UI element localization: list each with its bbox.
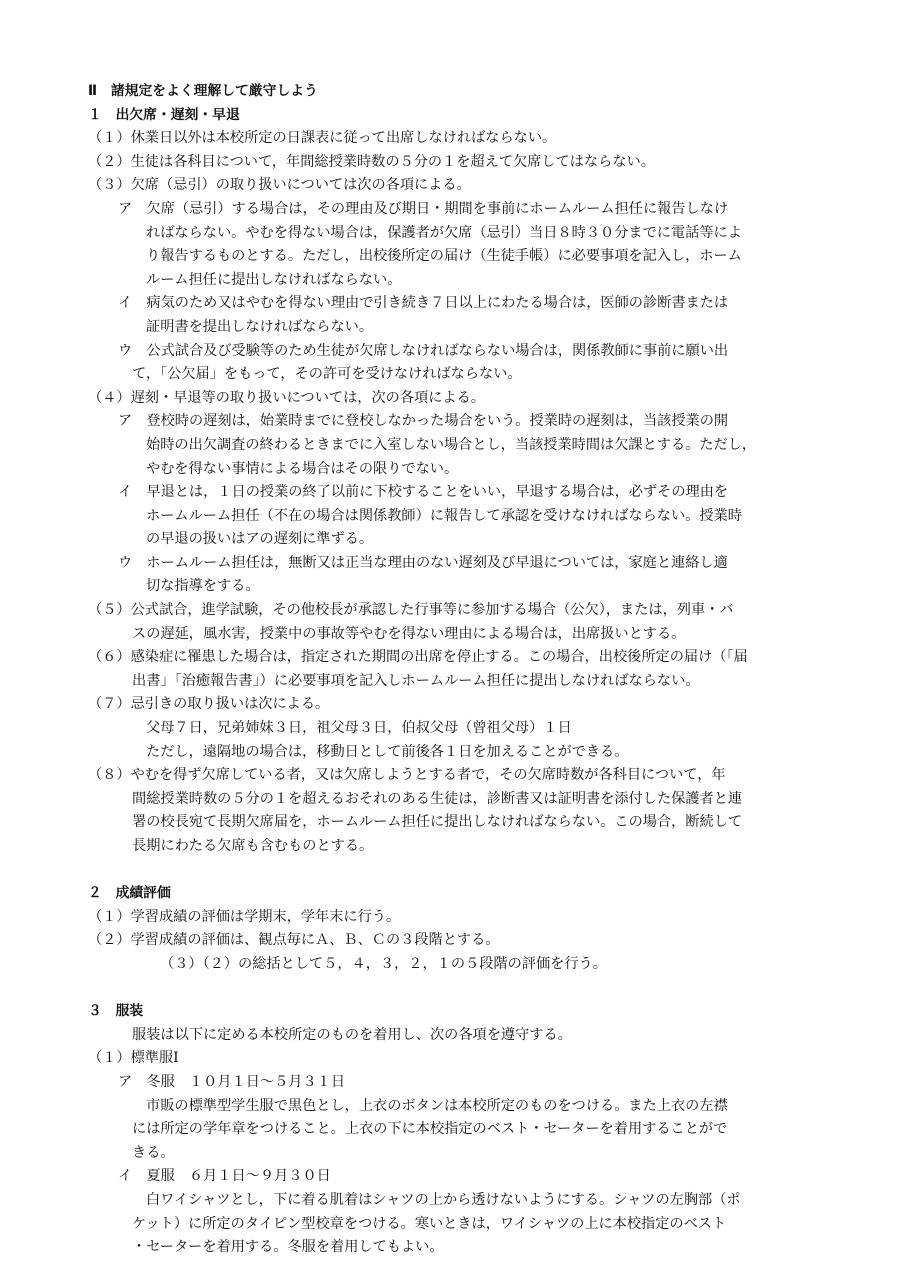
text-line: には所定の学年章をつけること。上衣の下に本校指定のベスト・セーターを着用することがで xyxy=(132,1121,728,1138)
section-gap xyxy=(88,859,823,883)
text-line: ア 登校時の遅刻は，始業時までに登校しなかった場合をいう。授業時の遅刻は，当該授業の開 xyxy=(118,413,729,430)
text-line: 間総授業時数の５分の１を超えるおそれのある生徒は，診断書又は証明書を添付した保護者と連 xyxy=(132,790,743,807)
text-line: 白ワイシャツとし，下に着る肌着はシャツの上から透けないようにする。シャツの左胸部（ポ xyxy=(146,1191,741,1208)
text-line: ウ ホームルーム担任は，無断又は正当な理由のない遅刻及び早退については，家庭と連絡し適 xyxy=(118,554,728,571)
text-line: 市販の標準型学生服で黒色とし，上衣のボタンは本校所定のものをつける。また上衣の左襟 xyxy=(146,1097,728,1114)
text-line: （７）忌引きの取り扱いは次による。 xyxy=(88,696,330,713)
text-line: ケット）に所定のタイピン型校章をつける。寒いときは，ワイシャツの上に本校指定のベスト xyxy=(132,1215,727,1232)
text-line: （３）欠席（忌引）の取り扱いについては次の各項による。 xyxy=(88,177,471,194)
text-line: て，「公欠届」をもって，その許可を受けなければならない。 xyxy=(132,366,522,383)
section-heading: １ 出欠席・遅刻・早退 xyxy=(88,106,240,123)
section-heading: ２ 成績評価 xyxy=(88,885,171,902)
text-line: きる。 xyxy=(132,1144,175,1161)
text-line: 服装は以下に定める本校所定のものを着用し、次の各項を遵守する。 xyxy=(132,1026,572,1043)
text-line: イ 夏服 ６月１日～９月３０日 xyxy=(118,1168,331,1185)
text-line: （１）標準服Ⅰ xyxy=(88,1050,179,1067)
text-line: の早退の扱いはアの遅刻に準ずる。 xyxy=(146,531,374,548)
text-line: 父母７日，兄弟姉妹３日，祖父母３日，伯叔父母（曾祖父母）１日 xyxy=(146,720,572,737)
text-line: 切な指導をする。 xyxy=(146,578,260,595)
text-line: （６）感染症に罹患した場合は，指定された期間の出席を停止する。この場合，出校後所定の届け（「届 xyxy=(88,649,748,666)
text-line: （２）生徒は各科目について，年間総授業時数の５分の１を超えて欠席してはならない。 xyxy=(88,153,655,170)
text-line: （１）休業日以外は本校所定の日課表に従って出席しなければならない。 xyxy=(88,130,557,147)
text-line: （３）（２）の総括として５，４，３，２，１の５段階の評価を行う。 xyxy=(160,955,607,972)
text-line: 署の校長宛て長期欠席届を，ホームルーム担任に提出しなければならない。この場合，断続して xyxy=(132,814,743,831)
text-line: ア 冬服 １０月１日～５月３１日 xyxy=(118,1073,346,1090)
section-heading: ３ 服装 xyxy=(88,1003,144,1020)
text-line: り報告するものとする。ただし，出校後所定の届け（生徒手帳）に必要事項を記入し，ホーム xyxy=(146,248,742,265)
text-line: ただし，遠隔地の場合は，移動日として前後各１日を加えることができる。 xyxy=(146,743,629,760)
text-line: （２）学習成績の評価は、観点毎にＡ、Ｂ、Ｃの３段階とする。 xyxy=(88,932,500,949)
text-line: ルーム担任に提出しなければならない。 xyxy=(146,271,402,288)
text-line: （４）遅刻・早退等の取り扱いについては，次の各項による。 xyxy=(88,389,485,406)
text-line: スの遅延，風水害，授業中の事故等やむを得ない理由による場合は，出席扱いとする。 xyxy=(132,625,686,642)
text-line: ・セーターを着用する。冬服を着用してもよい。 xyxy=(132,1239,444,1256)
text-line: ホームルーム担任（不在の場合は関係教師）に報告して承認を受けなければならない。授業時 xyxy=(146,507,742,524)
text-line: 証明書を提出しなければならない。 xyxy=(146,318,374,335)
text-line: 長期にわたる欠席も含むものとする。 xyxy=(132,838,374,854)
chapter-title: Ⅱ 諸規定をよく理解して厳守しよう xyxy=(88,83,318,99)
text-line: （１）学習成績の評価は学期末，学年末に行う。 xyxy=(88,908,401,925)
text-line: ればならない。やむを得ない場合は，保護者が欠席（忌引）当日８時３０分までに電話等によ xyxy=(146,224,742,241)
section-gap xyxy=(88,977,823,1001)
text-line: 出書」「治癒報告書」）に必要事項を記入しホームルーム担任に提出しなければならない。 xyxy=(132,672,700,689)
text-line: イ 病気のため又はやむを得ない理由で引き続き７日以上にわたる場合は，医師の診断書または xyxy=(118,295,729,312)
text-line: （８）やむを得ず欠席している者，又は欠席しようとする者で，その欠席時数が各科目について，年 xyxy=(88,767,726,784)
text-line: ウ 公式試合及び受験等のため生徒が欠席しなければならない場合は，関係教師に事前に願い出 xyxy=(118,342,729,359)
text-line: やむを得ない事情による場合はその限りでない。 xyxy=(146,460,459,477)
document-content xyxy=(88,80,823,1260)
text-line: 始時の出欠調査の終わるときまでに入室しない場合とし，当該授業時間は欠課とする。ただし， xyxy=(146,436,757,453)
text-line: （５）公式試合，進学試験，その他校長が承認した行事等に参加する場合（公欠），または，列車・バ xyxy=(88,602,734,619)
text-line: ア 欠席（忌引）する場合は，その理由及び期日・期間を事前にホームルーム担任に報告しなけ xyxy=(118,200,729,217)
text-line: イ 早退とは，１日の授業の終了以前に下校することをいい，早退する場合は，必ずその理由を xyxy=(118,484,729,501)
